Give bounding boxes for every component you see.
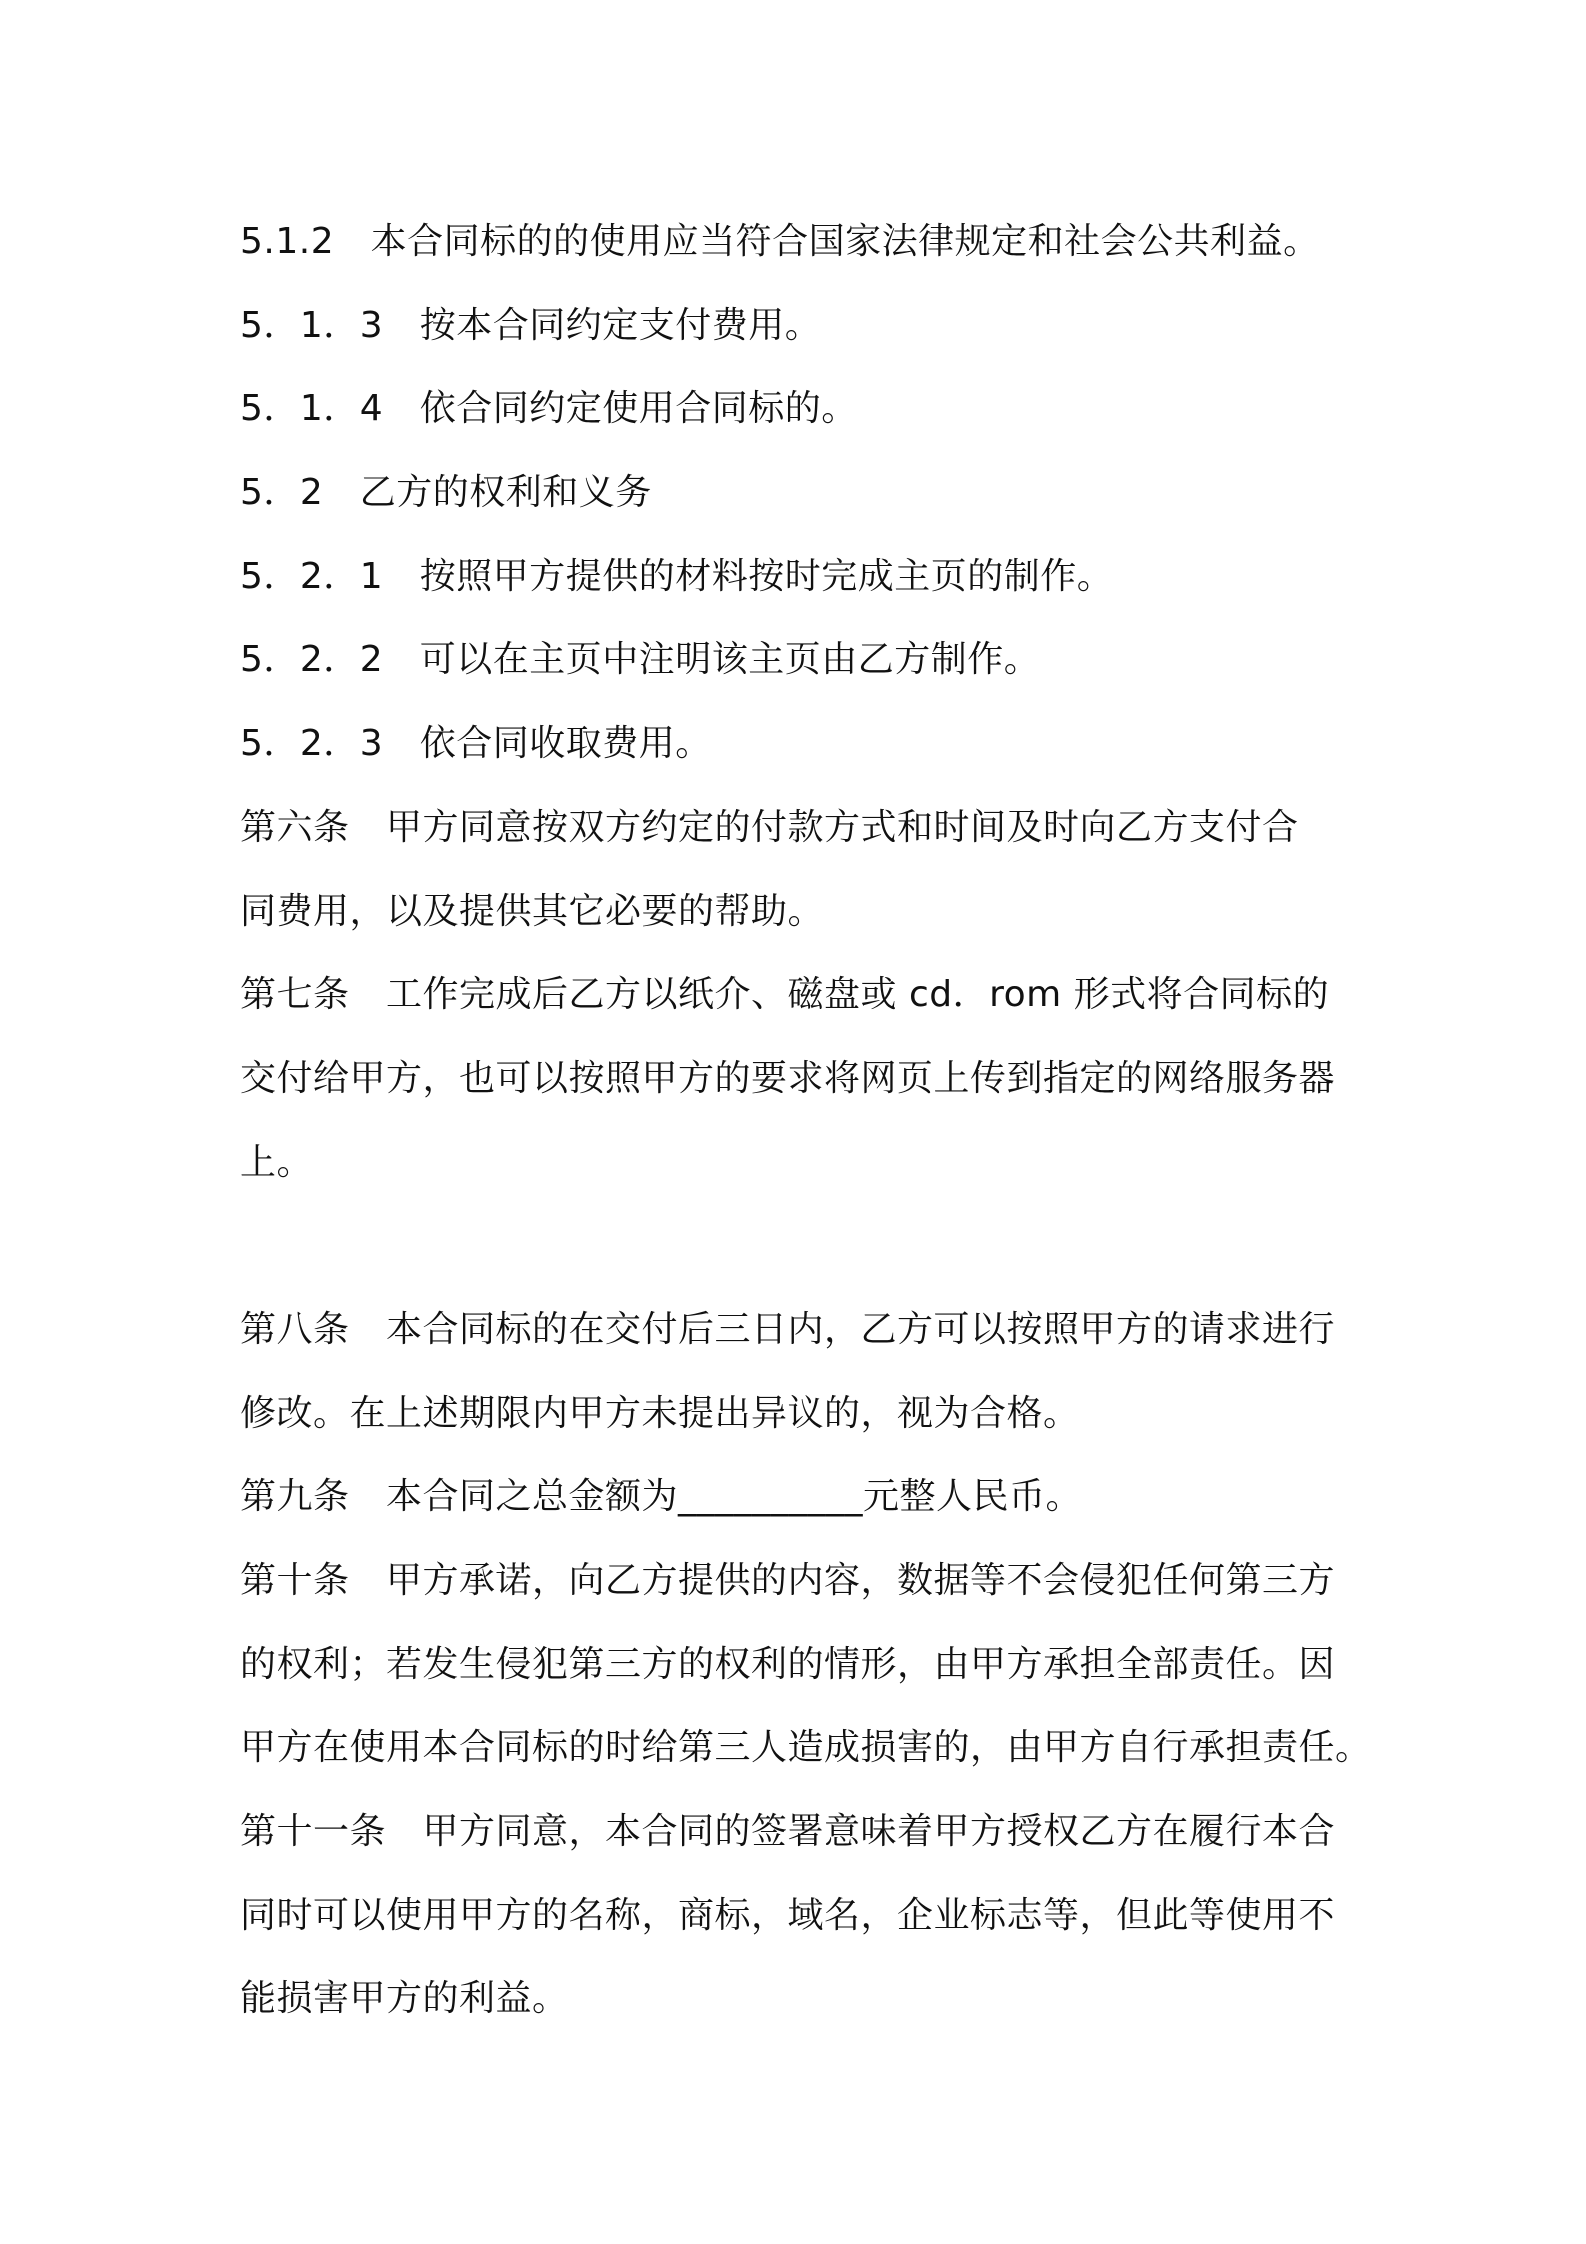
article-10-line-1: 第十条 甲方承诺，向乙方提供的内容，数据等不会侵犯任何第三方 xyxy=(240,1560,1336,1601)
clause-5-1-3: 5．1．3 按本合同约定支付费用。 xyxy=(240,304,822,346)
paragraph-gap xyxy=(240,1204,1370,1288)
clause-5-1-4: 5．1．4 依合同约定使用合同标的。 xyxy=(240,388,858,430)
article-7-line-2: 交付给甲方，也可以按照甲方的要求将网页上传到指定的网络服务器 xyxy=(240,1057,1336,1099)
article-11-line-3: 能损害甲方的利益。 xyxy=(240,1978,569,2020)
article-6-line-2: 同费用，以及提供其它必要的帮助。 xyxy=(240,890,825,932)
clause-5-2-1: 5．2．1 按照甲方提供的材料按时完成主页的制作。 xyxy=(240,555,1114,597)
section-5-2-heading: 5．2 乙方的权利和义务 xyxy=(240,472,652,514)
contract-body xyxy=(240,200,1370,2041)
article-8-line-1: 第八条 本合同标的在交付后三日内，乙方可以按照甲方的请求进行 xyxy=(240,1308,1336,1350)
article-8-line-2: 修改。在上述期限内甲方未提出异议的，视为合格。 xyxy=(240,1392,1080,1434)
clause-5-1-2: 5.1.2 本合同标的的使用应当符合国家法律规定和社会公共利益。 xyxy=(240,221,1320,262)
clause-5-2-3: 5．2．3 依合同收取费用。 xyxy=(240,723,712,765)
article-10-line-2: 的权利；若发生侵犯第三方的权利的情形，由甲方承担全部责任。因 xyxy=(240,1643,1336,1685)
article-7-line-3: 上。 xyxy=(240,1141,314,1183)
article-9: 第九条 本合同之总金额为__________元整人民币。 xyxy=(240,1476,1083,1518)
article-6-line-1: 第六条 甲方同意按双方约定的付款方式和时间及时向乙方支付合 xyxy=(240,806,1299,848)
article-10-line-3: 甲方在使用本合同标的时给第三人造成损害的，由甲方自行承担责任。 xyxy=(240,1727,1372,1769)
article-11-line-2: 同时可以使用甲方的名称，商标，域名，企业标志等，但此等使用不 xyxy=(240,1894,1336,1936)
clause-5-2-2: 5．2．2 可以在主页中注明该主页由乙方制作。 xyxy=(240,639,1041,681)
article-11-line-1: 第十一条 甲方同意，本合同的签署意味着甲方授权乙方在履行本合 xyxy=(240,1811,1336,1853)
article-7-line-1: 第七条 工作完成后乙方以纸介、磁盘或 cd．rom 形式将合同标的 xyxy=(240,974,1330,1016)
